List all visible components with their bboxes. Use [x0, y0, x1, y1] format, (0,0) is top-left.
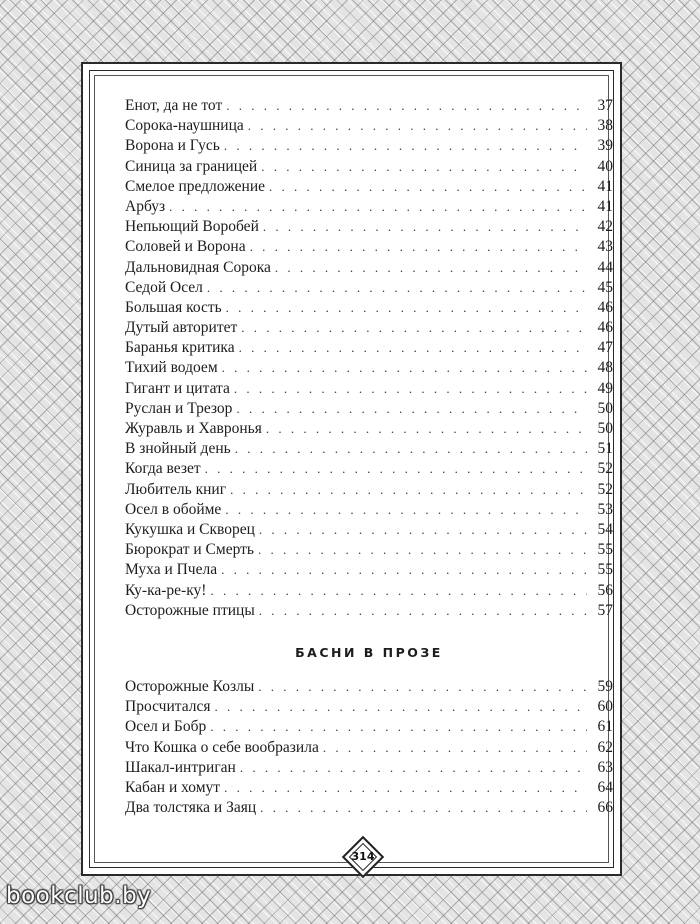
- toc-entry: [125, 738, 613, 758]
- toc-entry-title: Енот, да не тот: [125, 97, 223, 114]
- toc-entry: [125, 157, 613, 177]
- toc-entry-title: Журавль и Хавронья: [125, 420, 262, 437]
- toc-leader-dots: [258, 677, 587, 697]
- toc-entry: [125, 136, 613, 156]
- toc-entry-page: 61: [597, 718, 613, 736]
- toc-entry: [125, 338, 613, 358]
- toc-entry-page: 55: [597, 561, 613, 579]
- toc-entry-page: 53: [597, 500, 613, 518]
- toc-entry-title: Седой Осел: [125, 278, 203, 296]
- toc-leader-dots: [226, 298, 587, 318]
- toc-entry-title: Арбуз: [125, 197, 166, 215]
- toc-entry: [125, 318, 613, 338]
- toc-leader-dots: [205, 459, 587, 479]
- toc-entry-title: Осел в обойме: [125, 500, 222, 518]
- toc-entry-page: 52: [597, 480, 613, 498]
- toc-entry-title: Что Кошка о себе вообразила: [125, 738, 319, 756]
- toc-entry-page: 44: [597, 258, 613, 276]
- toc-leader-dots: [210, 581, 587, 601]
- toc-entry-title: Сорока-наушница: [125, 117, 244, 135]
- toc-leader-dots: [222, 358, 587, 378]
- toc-entry: [125, 278, 613, 298]
- toc-entry-title: В знойный день: [125, 440, 231, 458]
- toc-entry-page: 42: [597, 218, 613, 236]
- toc-entry-page: 50: [597, 399, 613, 417]
- toc-leader-dots: [230, 480, 587, 500]
- toc-entry-page: 56: [597, 581, 613, 599]
- toc-entry: [125, 520, 613, 540]
- toc-leader-dots: [266, 419, 587, 439]
- toc-entry-title: Кукушка и Скворец: [125, 520, 255, 538]
- toc-entry-page: 45: [597, 278, 613, 296]
- toc-entry-title: Большая кость: [125, 298, 222, 316]
- toc-entry-title: Тихий водоем: [125, 359, 218, 377]
- toc-entry: [125, 96, 613, 116]
- toc-leader-dots: [323, 738, 587, 758]
- toc-leader-dots: [224, 136, 587, 156]
- watermark: bookclub.by: [6, 883, 152, 909]
- section-heading: БАСНИ В ПРОЗЕ: [295, 645, 443, 660]
- toc-leader-dots: [260, 798, 587, 818]
- toc-entry-page: 62: [597, 738, 613, 756]
- toc-leader-dots: [224, 778, 587, 798]
- toc-leader-dots: [235, 439, 587, 459]
- toc-entry-title: Руслан и Трезор: [125, 399, 233, 417]
- toc-entry-page: 49: [597, 379, 613, 397]
- toc-leader-dots: [210, 717, 587, 737]
- toc-entry-page: 54: [597, 520, 613, 538]
- toc-entry-page: 50: [597, 420, 613, 437]
- toc-entry: [125, 217, 613, 237]
- toc-leader-dots: [169, 197, 587, 217]
- toc-entry-page: 37: [597, 97, 613, 114]
- toc-entry-title: Ку-ка-ре-ку!: [125, 581, 207, 599]
- table-of-contents-part-1: [125, 96, 613, 621]
- toc-leader-dots: [250, 237, 587, 257]
- toc-entry-page: 43: [597, 238, 613, 256]
- toc-entry: [125, 677, 613, 697]
- toc-leader-dots: [226, 96, 587, 116]
- toc-leader-dots: [275, 258, 587, 278]
- toc-entry-page: 38: [597, 117, 613, 135]
- toc-entry-title: Синица за границей: [125, 157, 258, 175]
- toc-entry-page: 60: [597, 698, 613, 716]
- toc-leader-dots: [258, 540, 587, 560]
- toc-entry-title: Дальновидная Сорока: [125, 258, 271, 276]
- toc-entry: [125, 459, 613, 479]
- toc-leader-dots: [240, 758, 587, 778]
- toc-entry-title: Два толстяка и Заяц: [125, 799, 257, 817]
- toc-entry-page: 40: [597, 157, 613, 175]
- toc-leader-dots: [259, 601, 587, 621]
- toc-leader-dots: [214, 697, 587, 717]
- toc-entry: [125, 258, 613, 278]
- toc-entry: [125, 379, 613, 399]
- toc-entry: [125, 237, 613, 257]
- toc-leader-dots: [236, 399, 587, 419]
- toc-entry-title: Любитель книг: [125, 480, 227, 498]
- toc-leader-dots: [261, 157, 587, 177]
- toc-entry-title: Баранья критика: [125, 339, 235, 357]
- page-number-badge: [343, 837, 383, 877]
- toc-entry-page: 46: [597, 298, 613, 316]
- toc-entry: [125, 298, 613, 318]
- toc-entry-page: 55: [597, 541, 613, 559]
- toc-entry-title: Соловей и Ворона: [125, 238, 246, 256]
- toc-entry: [125, 798, 613, 818]
- toc-leader-dots: [221, 560, 587, 580]
- toc-entry-title: Дутый авторитет: [125, 319, 238, 337]
- toc-entry-page: 64: [597, 778, 613, 796]
- toc-entry-title: Гигант и цитата: [125, 379, 230, 397]
- toc-entry: [125, 480, 613, 500]
- toc-entry-title: Бюрократ и Смерть: [125, 541, 254, 559]
- toc-leader-dots: [207, 278, 587, 298]
- toc-entry-title: Смелое предложение: [125, 177, 266, 195]
- toc-entry: [125, 419, 613, 439]
- toc-entry-title: Муха и Пчела: [125, 561, 218, 579]
- toc-entry-page: 46: [597, 319, 613, 337]
- toc-entry-title: Когда везет: [125, 460, 201, 478]
- toc-entry: [125, 581, 613, 601]
- toc-leader-dots: [269, 177, 587, 197]
- toc-entry: [125, 439, 613, 459]
- toc-entry-title: Осторожные Козлы: [125, 678, 255, 695]
- toc-leader-dots: [239, 338, 587, 358]
- toc-entry: [125, 358, 613, 378]
- toc-leader-dots: [234, 379, 587, 399]
- toc-entry-title: Ворона и Гусь: [125, 137, 220, 155]
- toc-entry: [125, 601, 613, 621]
- toc-entry-page: 52: [597, 460, 613, 478]
- toc-entry: [125, 717, 613, 737]
- page-number: 314: [351, 850, 375, 863]
- toc-entry-title: Шакал-интриган: [125, 758, 236, 776]
- toc-leader-dots: [241, 318, 587, 338]
- toc-entry: [125, 697, 613, 717]
- toc-entry-page: 63: [597, 758, 613, 776]
- toc-entry-page: 51: [597, 440, 613, 458]
- toc-entry: [125, 758, 613, 778]
- toc-entry-page: 39: [597, 137, 613, 155]
- toc-leader-dots: [225, 500, 587, 520]
- toc-entry-page: 59: [597, 678, 613, 695]
- toc-entry-title: Осел и Бобр: [125, 718, 207, 736]
- toc-leader-dots: [259, 520, 587, 540]
- table-of-contents-part-2: [125, 677, 613, 818]
- toc-entry: [125, 399, 613, 419]
- toc-entry: [125, 560, 613, 580]
- toc-entry-title: Осторожные птицы: [125, 601, 255, 619]
- toc-entry-page: 41: [597, 177, 613, 195]
- toc-entry: [125, 116, 613, 136]
- toc-leader-dots: [248, 116, 587, 136]
- toc-leader-dots: [263, 217, 587, 237]
- toc-entry: [125, 177, 613, 197]
- toc-entry-title: Кабан и хомут: [125, 778, 221, 796]
- toc-entry: [125, 540, 613, 560]
- toc-entry-title: Просчитался: [125, 698, 211, 716]
- toc-entry: [125, 197, 613, 217]
- toc-entry-page: 41: [597, 197, 613, 215]
- toc-entry-page: 57: [597, 601, 613, 619]
- toc-entry-title: Непьющий Воробей: [125, 218, 259, 236]
- toc-entry-page: 66: [597, 799, 613, 817]
- toc-entry: [125, 778, 613, 798]
- toc-entry: [125, 500, 613, 520]
- toc-entry-page: 48: [597, 359, 613, 377]
- toc-entry-page: 47: [597, 339, 613, 357]
